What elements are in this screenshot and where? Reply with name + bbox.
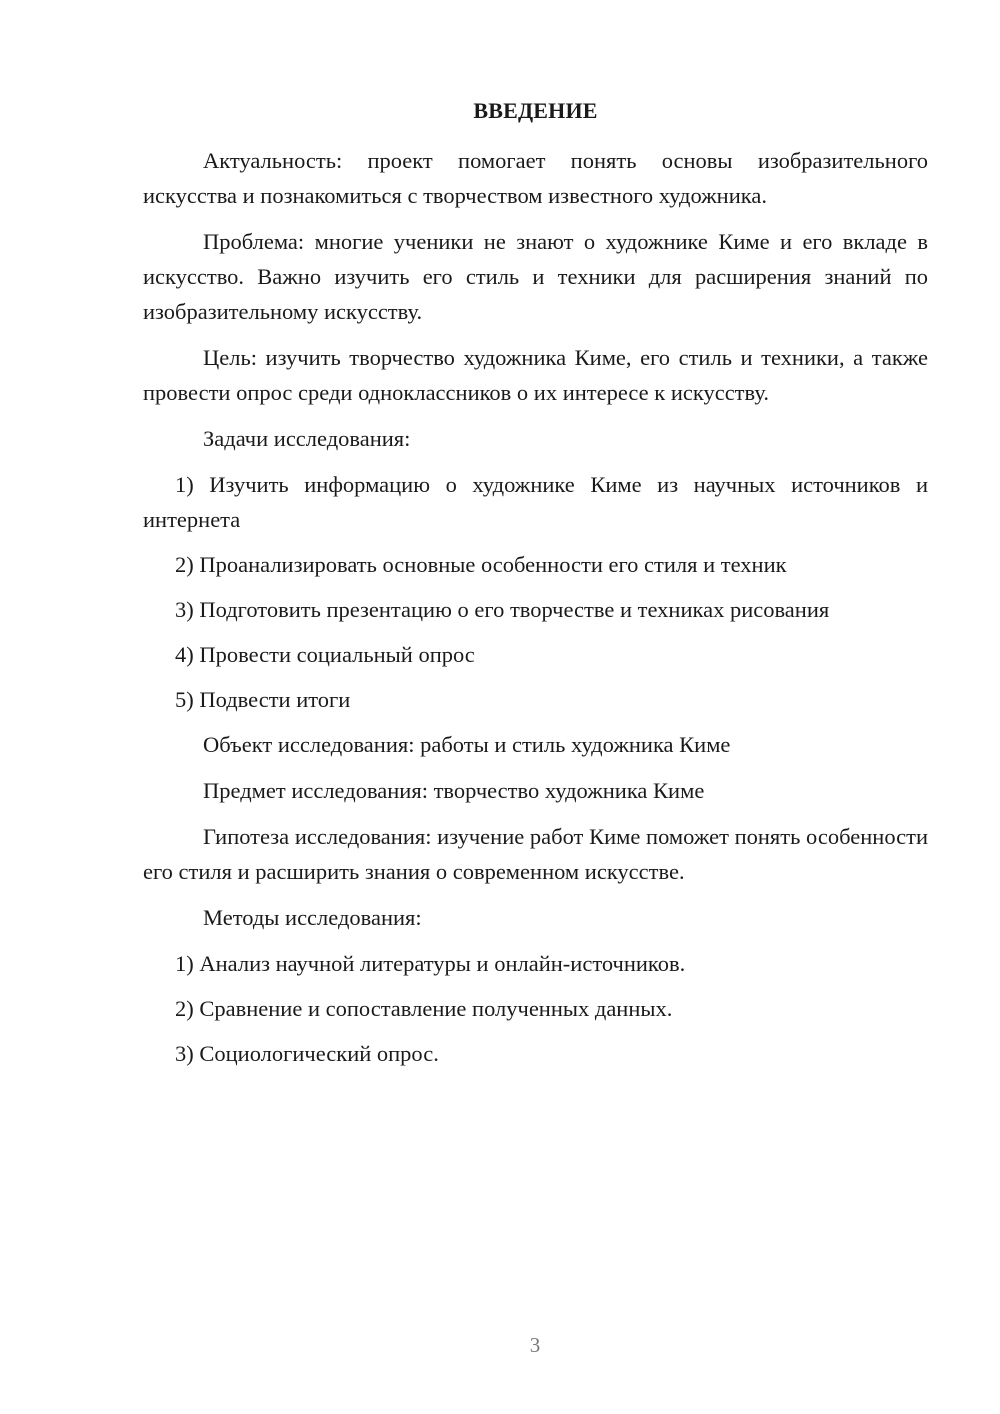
- paragraph-object: Объект исследования: работы и стиль художника Киме: [203, 732, 731, 757]
- paragraph-methods-heading: Методы исследования:: [203, 905, 422, 930]
- task-list-item: 3) Подготовить презентацию о его творчестве и техниках рисования: [175, 597, 830, 622]
- task-list-item: 1) Изучить информацию о художнике Киме из научных источников и интернета: [143, 472, 928, 532]
- task-list-item: 4) Провести социальный опрос: [175, 642, 475, 667]
- task-list-item: 2) Проанализировать основные особенности его стиля и техник: [175, 552, 787, 577]
- paragraph-relevance: Актуальность: проект помогает понять основы изобразительного искусства и познакомиться с творчеством известного художника.: [143, 148, 928, 208]
- page-number: 3: [529, 1333, 541, 1357]
- paragraph-hypothesis: Гипотеза исследования: изучение работ Киме поможет понять особенности его стиля и расширить знания о современном искусстве.: [143, 824, 928, 884]
- paragraph-tasks-heading: Задачи исследования:: [203, 426, 411, 451]
- paragraph-goal: Цель: изучить творчество художника Киме, его стиль и техники, а также провести опрос среди одноклассников о их интересе к искусству.: [143, 345, 928, 405]
- document-page: [143, 96, 928, 1081]
- method-list-item: 1) Анализ научной литературы и онлайн-источников.: [175, 951, 686, 976]
- section-title: ВВЕДЕНИЕ: [473, 98, 598, 123]
- paragraph-problem: Проблема: многие ученики не знают о художнике Киме и его вкладе в искусство. Важно изучить его стиль и техники для расширения знаний по изобразительному искусству.: [143, 229, 928, 324]
- paragraph-subject: Предмет исследования: творчество художника Киме: [203, 778, 705, 803]
- method-list-item: 3) Социологический опрос.: [175, 1041, 439, 1066]
- method-list-item: 2) Сравнение и сопоставление полученных данных.: [175, 996, 673, 1021]
- task-list-item: 5) Подвести итоги: [175, 687, 351, 712]
